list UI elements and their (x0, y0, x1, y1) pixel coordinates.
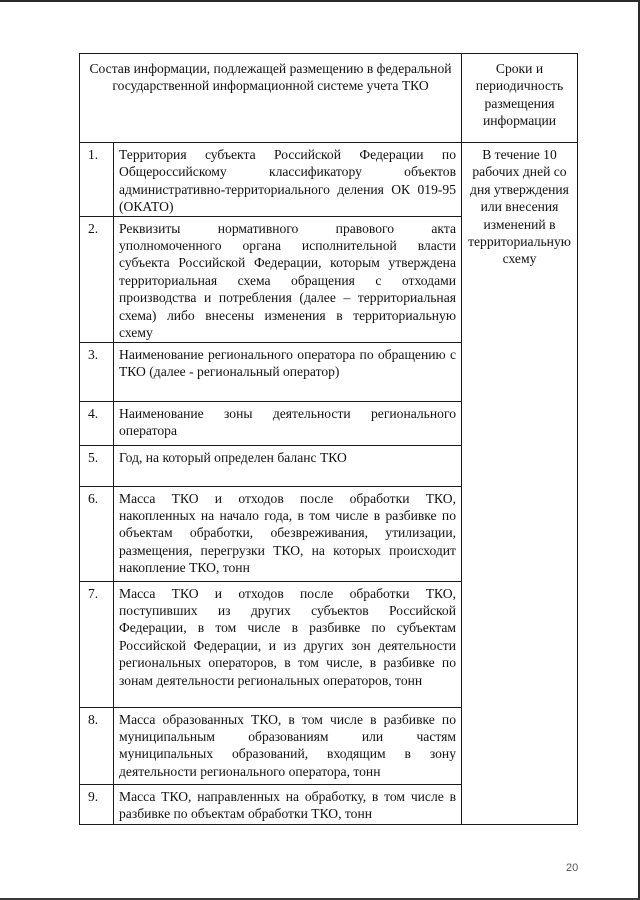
row-text: Масса ТКО и отходов после обработки ТКО, поступивших из других субъектов Российской Федерации, в том числе в разбивке по субъектам Российской Федерации, и из других зон деятельности региональных операторов, в том числе, в разбивке по зонам деятельности региональных операторов, тонн (114, 581, 462, 707)
header-term-cell: Сроки и периодичность размещения информации (462, 54, 578, 143)
row-number: 5. (80, 445, 114, 486)
row-number: 9. (80, 784, 114, 824)
row-number: 2. (80, 216, 114, 342)
table-row (80, 143, 578, 217)
row-text: Масса ТКО и отходов после обработки ТКО, накопленных на начало года, в том числе в разбивке по объектам обработки, обезвреживания, утилизации, размещения, перегрузки ТКО, на которых происходит накопление ТКО, тонн (114, 486, 462, 581)
scan-edge-top (0, 0, 640, 2)
row-text: Наименование регионального оператора по обращению с ТКО (далее - региональный оператор) (114, 342, 462, 401)
row-number: 1. (80, 143, 114, 217)
row-number: 7. (80, 581, 114, 707)
row-number: 8. (80, 707, 114, 784)
page-number: 20 (566, 862, 579, 874)
row-text: Масса ТКО, направленных на обработку, в том числе в разбивке по объектам обработки ТКО, тонн (114, 784, 462, 824)
row-text: Год, на который определен баланс ТКО (114, 445, 462, 486)
row-text: Реквизиты нормативного правового акта уполномоченного органа исполнительной власти субъекта Российской Федерации, которым утверждена территориальная схема обращения с отходами производства и потребления (далее – территориальная схема) либо внесены изменения в территориальную схему (114, 216, 462, 342)
row-number: 4. (80, 401, 114, 445)
row-text: Масса образованных ТКО, в том числе в разбивке по муниципальным образованиям или частям муниципальных образований, входящим в зону деятельности регионального оператора, тонн (114, 707, 462, 784)
table-header-row (80, 54, 578, 143)
row-number: 6. (80, 486, 114, 581)
information-table (79, 53, 578, 825)
row-number: 3. (80, 342, 114, 401)
header-info-cell: Состав информации, подлежащей размещению в федеральной государственной информационной системе учета ТКО (80, 54, 462, 143)
term-cell: В течение 10 рабочих дней со дня утверждения или внесения изменений в территориальную схему (462, 143, 578, 825)
row-text: Наименование зоны деятельности регионального оператора (114, 401, 462, 445)
row-text: Территория субъекта Российской Федерации по Общероссийскому классификатору объектов административно-территориального деления ОК 019-95 (ОКАТО) (114, 143, 462, 217)
